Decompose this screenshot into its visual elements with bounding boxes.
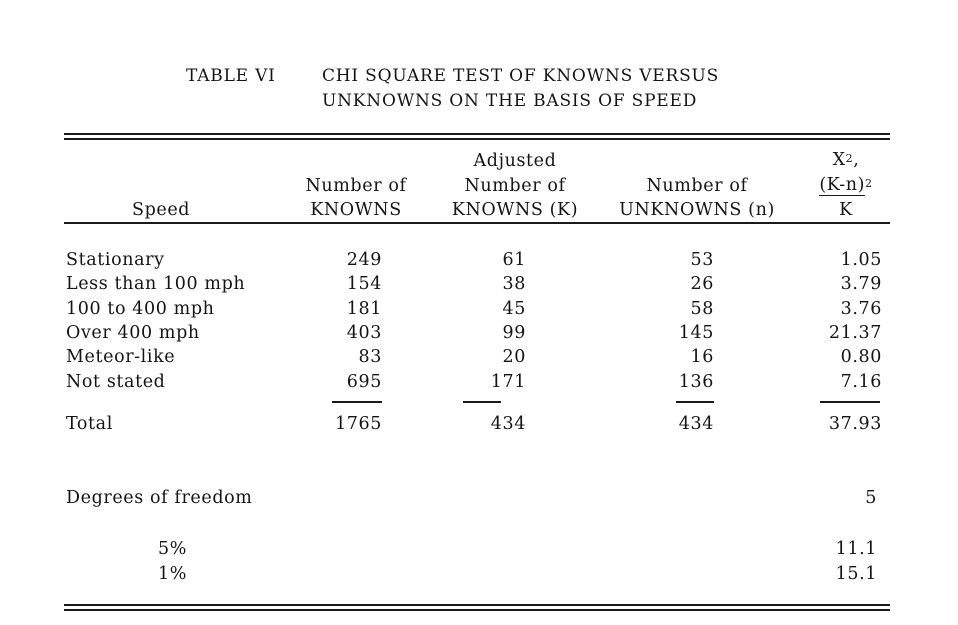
row-chi-square: 3.79 — [840, 274, 882, 295]
row-unknowns: 145 — [678, 322, 714, 343]
subtotal-rule-chi — [820, 401, 880, 403]
row-chi-square: 3.76 — [840, 298, 882, 319]
significance-level-5: 5% — [158, 539, 187, 559]
row-knowns: 249 — [346, 250, 382, 270]
significance-value-5: 11.1 — [835, 539, 877, 559]
row-knowns: 83 — [358, 347, 382, 368]
bottom-rule-1 — [64, 604, 890, 606]
row-speed: Meteor-like — [66, 347, 176, 368]
top-rule-2 — [64, 138, 890, 140]
row-knowns: 695 — [346, 371, 382, 392]
total-label: Total — [66, 414, 113, 434]
header-knowns-line-1: Number of — [305, 176, 407, 196]
header-adjusted-line-1: Adjusted — [473, 151, 557, 171]
row-adjusted: 45 — [502, 298, 526, 319]
dof-value: 5 — [865, 488, 877, 508]
row-adjusted: 20 — [502, 347, 526, 368]
total-unknowns: 434 — [678, 414, 714, 434]
row-chi-square: 0.80 — [840, 347, 882, 368]
header-rule — [64, 222, 890, 224]
row-knowns: 154 — [346, 274, 382, 295]
subtotal-rule-adjusted — [463, 401, 501, 403]
row-adjusted: 61 — [502, 250, 526, 270]
row-speed: Stationary — [66, 250, 165, 270]
row-adjusted: 38 — [502, 274, 526, 295]
row-unknowns: 26 — [690, 274, 714, 295]
row-unknowns: 58 — [690, 298, 714, 319]
row-chi-square: 7.16 — [840, 371, 882, 392]
header-knowns-line-2: KNOWNS — [310, 200, 402, 220]
row-unknowns: 53 — [690, 250, 714, 270]
row-adjusted: 171 — [490, 371, 526, 392]
row-knowns: 181 — [346, 298, 382, 319]
significance-level-1: 1% — [158, 564, 187, 584]
table-title-line-1: CHI SQUARE TEST OF KNOWNS VERSUS — [322, 66, 720, 86]
row-unknowns: 136 — [678, 371, 714, 392]
row-adjusted: 99 — [502, 322, 526, 343]
bottom-rule-2 — [64, 609, 890, 611]
dof-label: Degrees of freedom — [66, 488, 253, 508]
header-unknowns-line-2: UNKNOWNS (n) — [619, 200, 775, 220]
row-speed: 100 to 400 mph — [66, 298, 215, 319]
header-speed: Speed — [132, 200, 191, 220]
total-chi-square: 37.93 — [828, 414, 882, 434]
header-adjusted-line-2: Number of — [464, 176, 566, 196]
row-unknowns: 16 — [690, 347, 714, 368]
header-chi-square-line-3: K — [839, 200, 853, 220]
header-chi-square-line-2: $(K-n)^2$ — [819, 175, 873, 195]
row-knowns: 403 — [346, 322, 382, 343]
total-knowns: 1765 — [335, 414, 382, 434]
total-adjusted: 434 — [490, 414, 526, 434]
subtotal-rule-unknowns — [676, 401, 714, 403]
table-title-line-2: UNKNOWNS ON THE BASIS OF SPEED — [322, 91, 698, 111]
row-speed: Less than 100 mph — [66, 274, 246, 295]
row-chi-square: 21.37 — [828, 322, 882, 343]
header-unknowns-line-1: Number of — [646, 176, 748, 196]
top-rule-1 — [64, 133, 890, 135]
table-label: TABLE VI — [186, 66, 276, 86]
significance-value-1: 15.1 — [835, 564, 877, 584]
row-chi-square: 1.05 — [840, 250, 882, 270]
header-adjusted-line-3: KNOWNS (K) — [451, 200, 579, 220]
row-speed: Not stated — [66, 371, 166, 392]
header-chi-square-line-1: $X^2$, — [832, 150, 860, 170]
subtotal-rule-knowns — [332, 401, 382, 403]
row-speed: Over 400 mph — [66, 322, 200, 343]
